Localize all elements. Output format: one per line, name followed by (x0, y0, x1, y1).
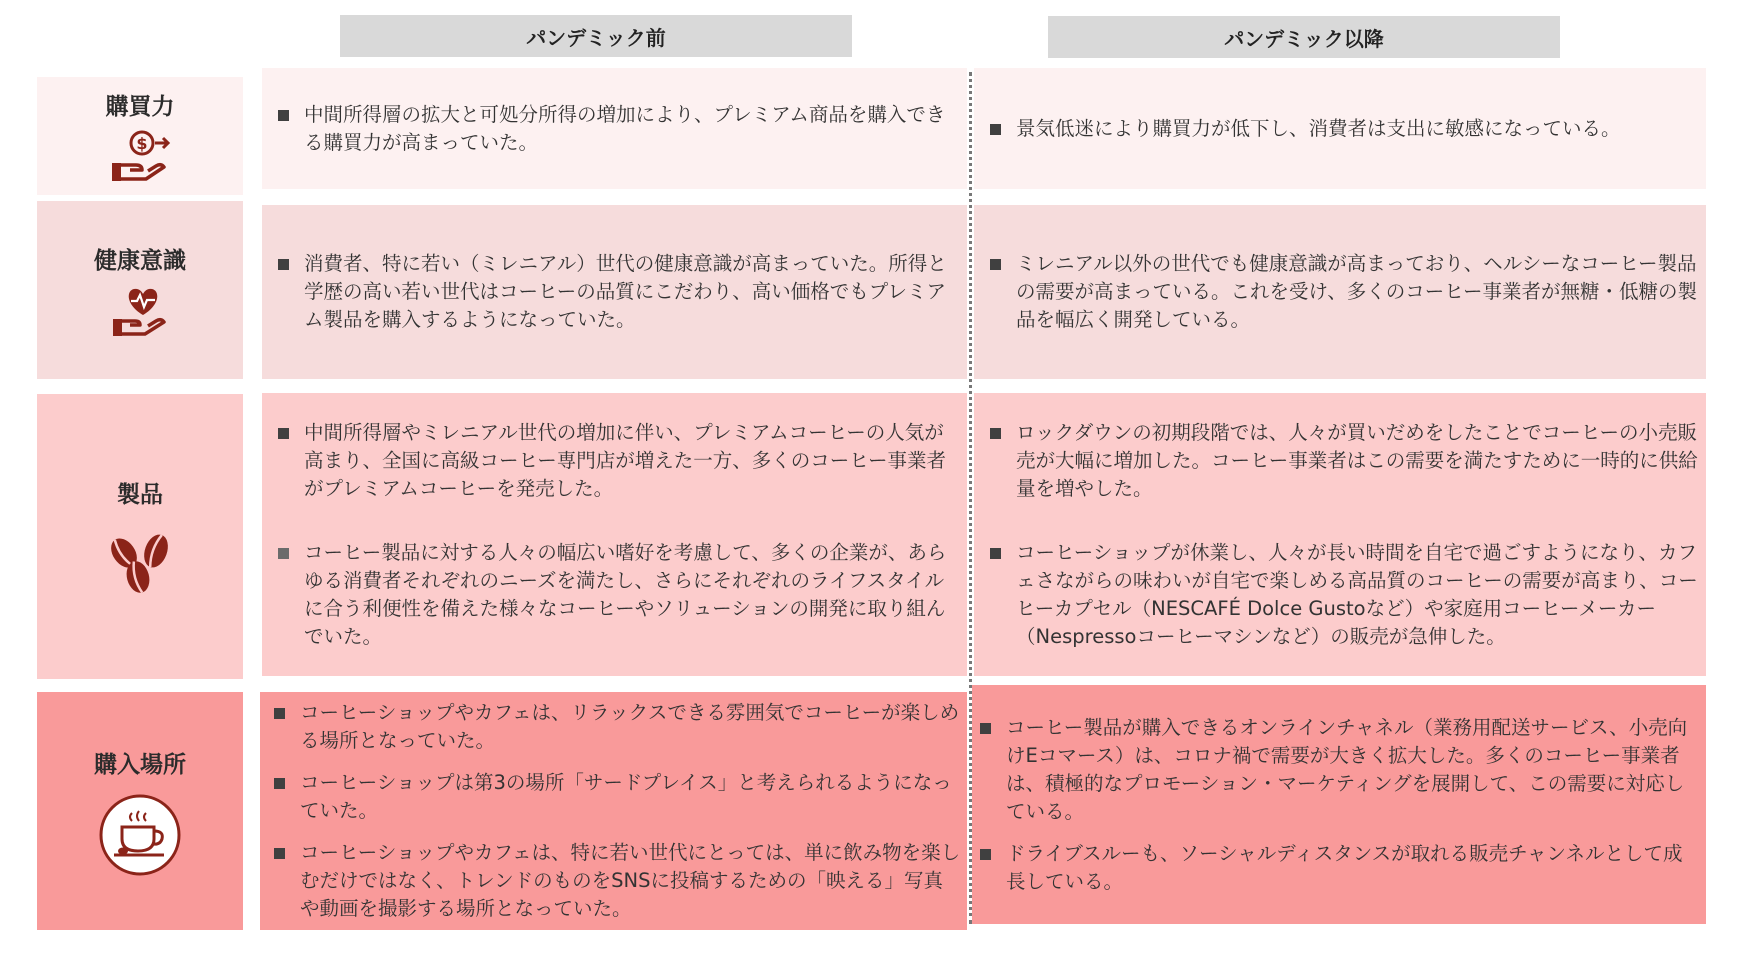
category-title: 製品 (117, 482, 163, 508)
header-after: パンデミック以降 (1048, 16, 1560, 58)
list-item: コーヒー製品に対する人々の幅広い嗜好を考慮して、多くの企業が、あらゆる消費者それぞれのニーズを満たし、さらにそれぞれのライフスタイルに合う利便性を備えた様々なコーヒーやソリューションの開発に取り組んでいた。 (278, 539, 961, 651)
category-product (37, 394, 243, 679)
cell-product-after (974, 393, 1706, 676)
cell-health-after (974, 205, 1706, 379)
header-before: パンデミック前 (340, 15, 852, 57)
list-item: 景気低迷により購買力が低下し、消費者は支出に敏感になっている。 (990, 115, 1700, 143)
cell-purchasing-power-after (974, 68, 1706, 189)
list-item: コーヒーショップは第3の場所「サードプレイス」と考えられるようになっていた。 (274, 769, 961, 825)
list-item: コーヒーショップやカフェは、リラックスできる雰囲気でコーヒーが楽しめる場所となっていた。 (274, 699, 961, 755)
list-item: 消費者、特に若い（ミレニアル）世代の健康意識が高まっていた。所得と学歴の高い若い世代はコーヒーの品質にこだわり、高い価格でもプレミアム製品を購入するようになっていた。 (278, 250, 961, 334)
category-title: 購入場所 (94, 751, 186, 778)
list-item: 中間所得層やミレニアル世代の増加に伴い、プレミアムコーヒーの人気が高まり、全国に高級コーヒー専門店が増えた一方、多くのコーヒー事業者がプレミアムコーヒーを発売した。 (278, 419, 961, 503)
cell-product-before (262, 393, 967, 676)
cell-purchasing-power-before (262, 68, 967, 189)
cell-health-before (262, 205, 967, 379)
list-item: コーヒー製品が購入できるオンラインチャネル（業務用配送サービス、小売向けEコマース）は、コロナ禍で需要が大きく拡大した。多くのコーヒー事業者は、積極的なプロモーション・マーケティングを展開して、この需要に対応している。 (980, 714, 1700, 826)
svg-text:$: $ (136, 133, 148, 153)
category-purchasing-power (37, 77, 243, 195)
list-item: コーヒーショップが休業し、人々が長い時間を自宅で過ごすようになり、カフェさながらの味わいが自宅で楽しめる高品質のコーヒーの需要が高まり、コーヒーカプセル（NESCAFÉ Dolce Gustoなど）や家庭用コーヒーメーカー（Nespressoコーヒーマシンなど）の販売が急伸した。 (990, 539, 1700, 651)
list-item: コーヒーショップやカフェは、特に若い世代にとっては、単に飲み物を楽しむだけではなく、トレンドのものをSNSに投稿するための「映える」写真や動画を撮影する場所となっていた。 (274, 839, 961, 923)
coffee-beans-icon (104, 527, 176, 597)
coffee-cup-icon (98, 793, 182, 877)
list-item: 中間所得層の拡大と可処分所得の増加により、プレミアム商品を購入できる購買力が高まっていた。 (278, 101, 961, 157)
list-item: ドライブスルーも、ソーシャルディスタンスが取れる販売チャンネルとして成長している。 (980, 840, 1700, 896)
category-purchase-place (37, 692, 243, 930)
category-title: 購買力 (105, 93, 175, 120)
hand-money-icon (108, 129, 172, 185)
category-title: 健康意識 (94, 247, 186, 274)
list-item: ミレニアル以外の世代でも健康意識が高まっており、ヘルシーなコーヒー製品の需要が高まっている。これを受け、多くのコーヒー事業者が無糖・低糖の製品を幅広く開発している。 (990, 250, 1700, 334)
column-divider (969, 72, 972, 924)
hand-heart-icon (109, 283, 171, 339)
list-item: ロックダウンの初期段階では、人々が買いだめをしたことでコーヒーの小売販売が大幅に増加した。コーヒー事業者はこの需要を満たすために一時的に供給量を増やした。 (990, 419, 1700, 503)
cell-purchase-place-before (260, 692, 967, 930)
cell-purchase-place-after (972, 685, 1706, 924)
category-health (37, 201, 243, 379)
